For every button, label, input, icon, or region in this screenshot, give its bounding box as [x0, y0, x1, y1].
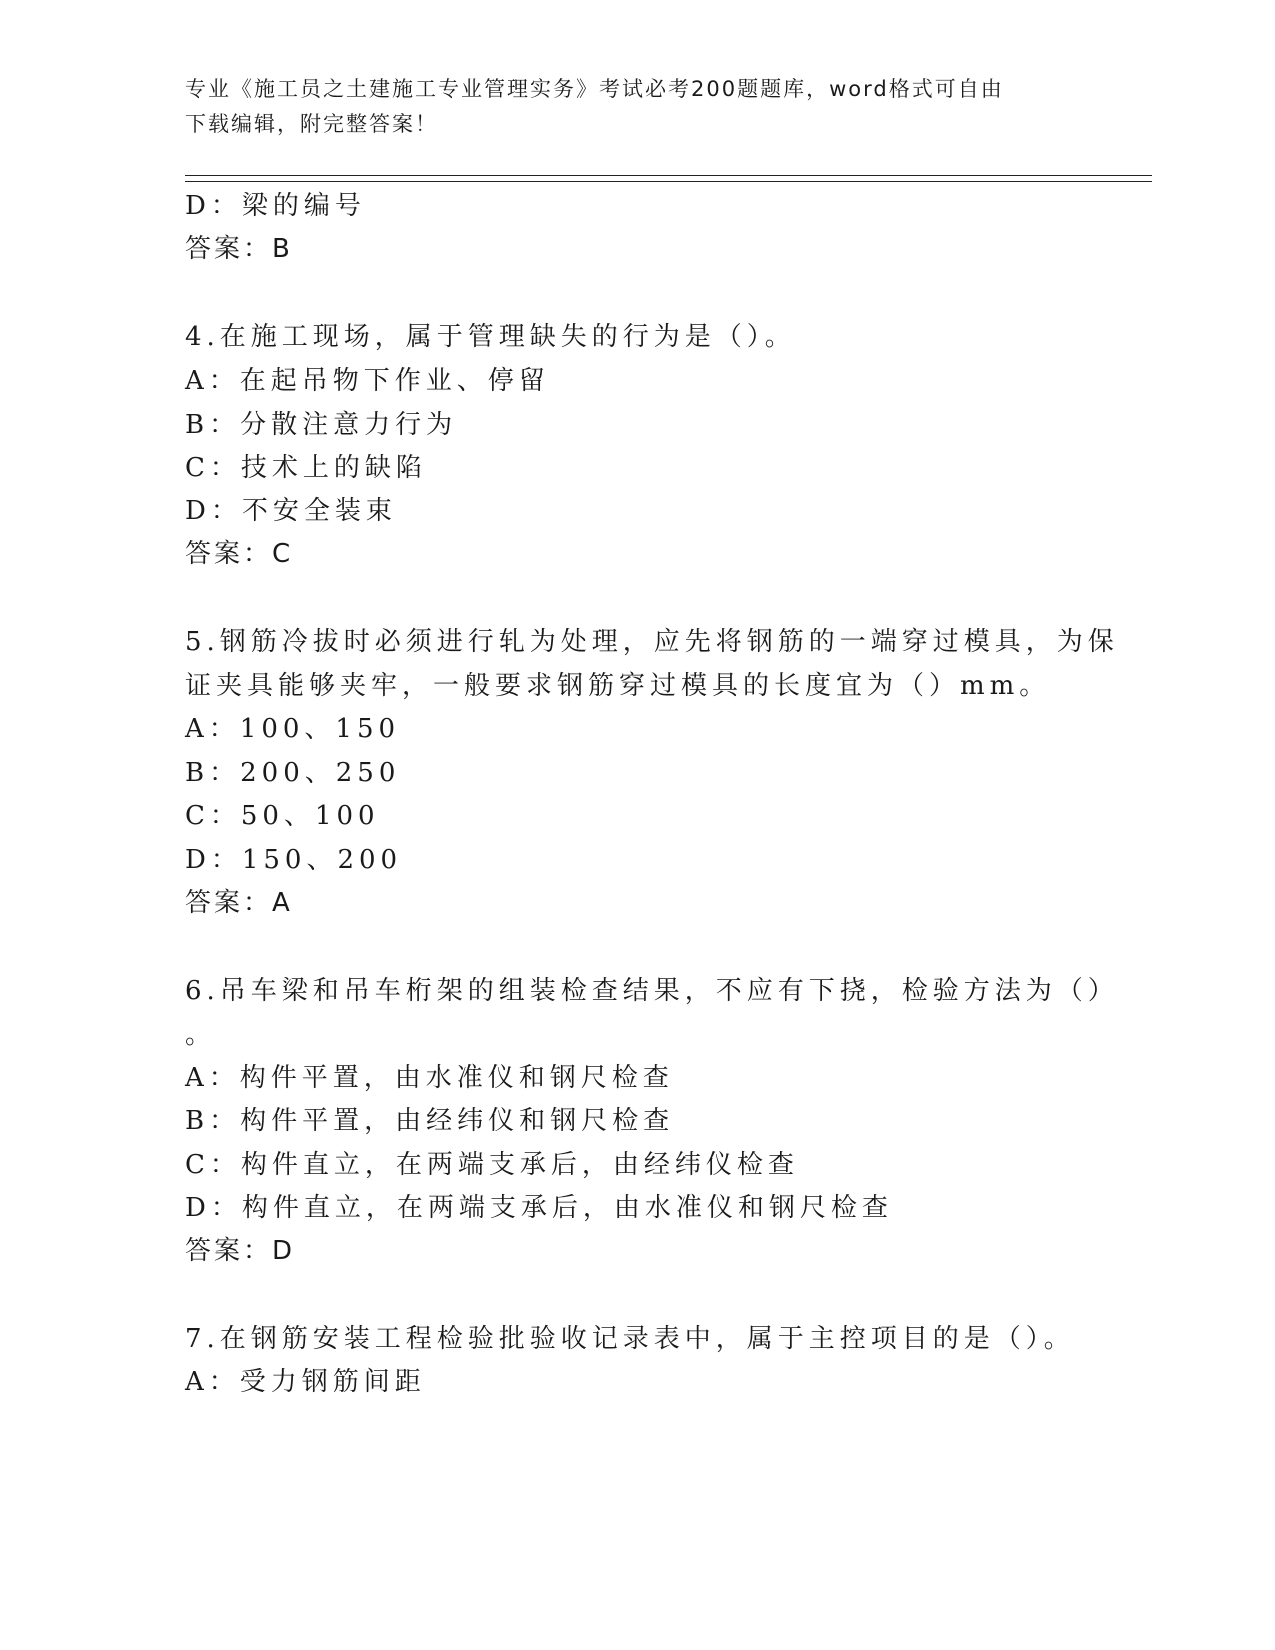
q4-option-c: C：技术上的缺陷 [185, 453, 427, 483]
q7-option-a: A：受力钢筋间距 [185, 1367, 426, 1397]
header-line-1: 专业《施工员之土建施工专业管理实务》考试必考200题题库，word格式可自由 [185, 77, 1004, 101]
q5-stem-line-1: 5.钢筋冷拔时必须进行轧为处理，应先将钢筋的一端穿过模具，为保 [185, 627, 1119, 657]
q4-option-a: A：在起吊物下作业、停留 [185, 366, 550, 396]
q5-stem-line-2: 证夹具能够夹牢，一般要求钢筋穿过模具的长度宜为（）mm。 [185, 671, 1051, 701]
q5-option-d: D：150、200 [185, 845, 403, 875]
q4-answer: 答案：C [185, 539, 294, 569]
q6-option-b: B：构件平置，由经纬仪和钢尺检查 [185, 1106, 675, 1136]
q6-option-d: D：构件直立，在两端支承后，由水准仪和钢尺检查 [185, 1193, 893, 1223]
q6-option-a: A：构件平置，由水准仪和钢尺检查 [185, 1063, 674, 1093]
header-line-2: 下载编辑，附完整答案！ [185, 112, 438, 136]
header-divider-top [185, 175, 1152, 176]
prev-option-d: D：梁的编号 [185, 191, 366, 221]
document-header [185, 72, 1065, 142]
q6-answer: 答案：D [185, 1236, 296, 1266]
q5-option-c: C：50、100 [185, 801, 380, 831]
q5-option-b: B：200、250 [185, 758, 401, 788]
q6-option-c: C：构件直立，在两端支承后，由经纬仪检查 [185, 1150, 799, 1180]
q6-stem-line-2: 。 [185, 1020, 217, 1050]
header-divider-bottom [185, 181, 1152, 182]
q6-stem-line-1: 6.吊车梁和吊车桁架的组装检查结果，不应有下挠，检验方法为（） [185, 976, 1119, 1006]
q5-option-a: A：100、150 [185, 714, 401, 744]
q4-option-d: D：不安全装束 [185, 496, 397, 526]
q7-stem: 7.在钢筋安装工程检验批验收记录表中，属于主控项目的是（）。 [185, 1324, 1075, 1354]
q4-option-b: B：分散注意力行为 [185, 410, 458, 440]
q4-stem: 4.在施工现场，属于管理缺失的行为是（）。 [185, 322, 796, 352]
q5-answer: 答案：A [185, 888, 293, 918]
prev-answer: 答案：B [185, 234, 293, 264]
